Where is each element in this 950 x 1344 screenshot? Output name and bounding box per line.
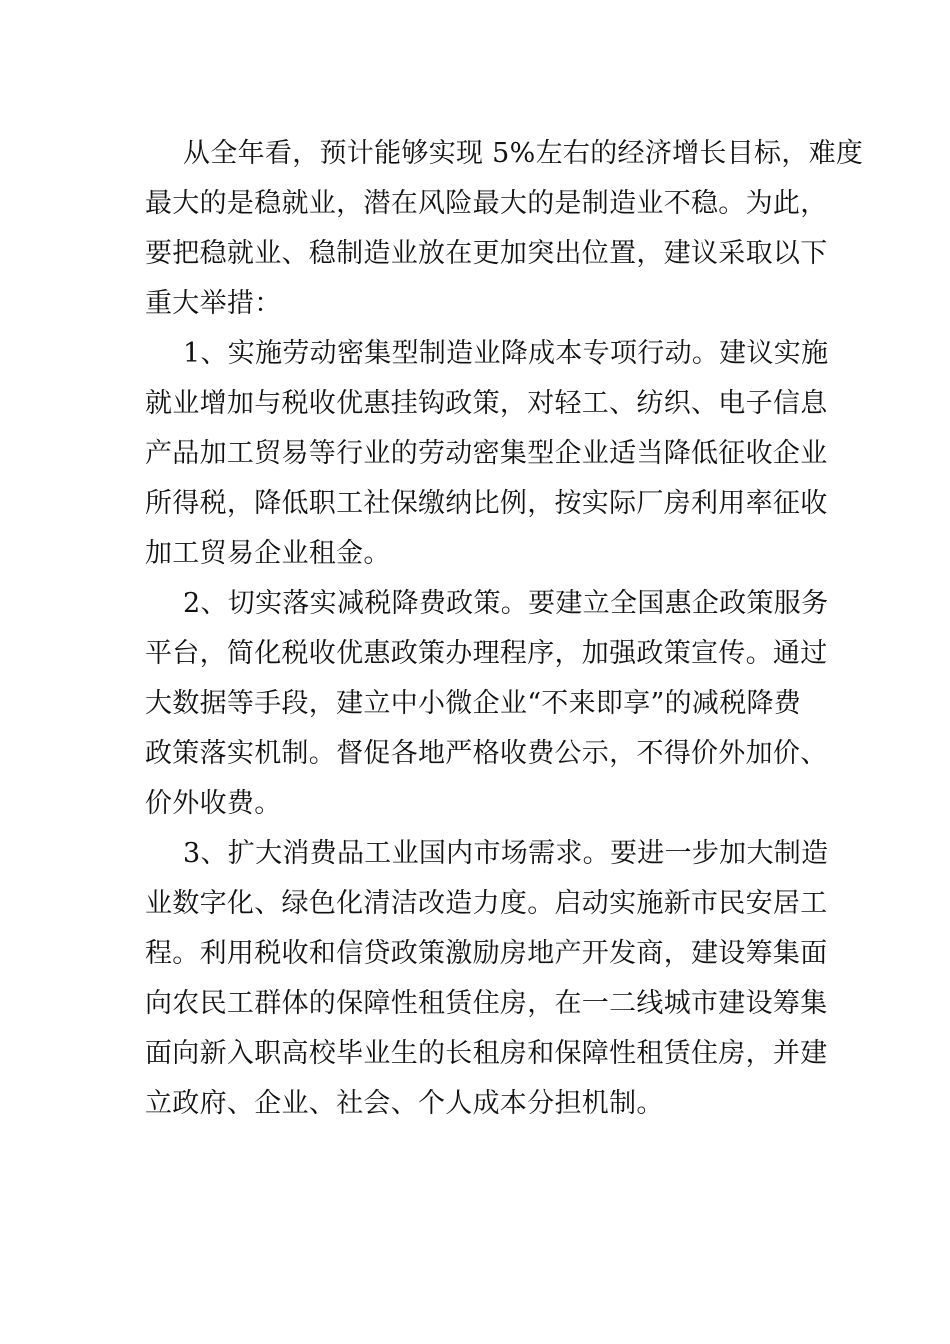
text-line: 1、实施劳动密集型制造业降成本专项行动。建议实施 — [183, 338, 829, 369]
text-line: 最大的是稳就业，潜在风险最大的是制造业不稳。为此， — [145, 188, 828, 219]
text-line: 3、扩大消费品工业国内市场需求。要进一步加大制造 — [183, 838, 829, 869]
text-line: 向农民工群体的保障性租赁住房，在一二线城市建设筹集 — [145, 988, 828, 1019]
paragraph-measure-1 — [145, 329, 829, 579]
text-line: 平台，简化税收优惠政策办理程序，加强政策宣传。通过 — [145, 638, 828, 669]
paragraph-intro — [145, 129, 864, 329]
text-line: 产品加工贸易等行业的劳动密集型企业适当降低征收企业 — [145, 438, 828, 469]
text-line: 加工贸易企业租金。 — [145, 538, 391, 569]
text-line: 重大举措： — [145, 288, 282, 319]
text-line: 从全年看，预计能够实现 5%左右的经济增长目标，难度 — [183, 138, 864, 169]
text-line: 大数据等手段，建立中小微企业“不来即享”的减税降费 — [145, 688, 802, 719]
document-body — [145, 129, 864, 1129]
text-line: 立政府、企业、社会、个人成本分担机制。 — [145, 1088, 664, 1119]
paragraph-measure-2 — [145, 579, 829, 829]
text-line: 要把稳就业、稳制造业放在更加突出位置，建议采取以下 — [145, 238, 828, 269]
text-line: 业数字化、绿色化清洁改造力度。启动实施新市民安居工 — [145, 888, 828, 919]
text-line: 2、切实落实减税降费政策。要建立全国惠企政策服务 — [183, 588, 829, 619]
text-line: 价外收费。 — [145, 788, 282, 819]
text-line: 面向新入职高校毕业生的长租房和保障性租赁住房，并建 — [145, 1038, 828, 1069]
text-line: 就业增加与税收优惠挂钩政策，对轻工、纺织、电子信息 — [145, 388, 828, 419]
text-line: 政策落实机制。督促各地严格收费公示，不得价外加价、 — [145, 738, 828, 769]
paragraph-measure-3 — [145, 829, 829, 1129]
text-line: 程。利用税收和信贷政策激励房地产开发商，建设筹集面 — [145, 938, 828, 969]
text-line: 所得税，降低职工社保缴纳比例，按实际厂房利用率征收 — [145, 488, 828, 519]
